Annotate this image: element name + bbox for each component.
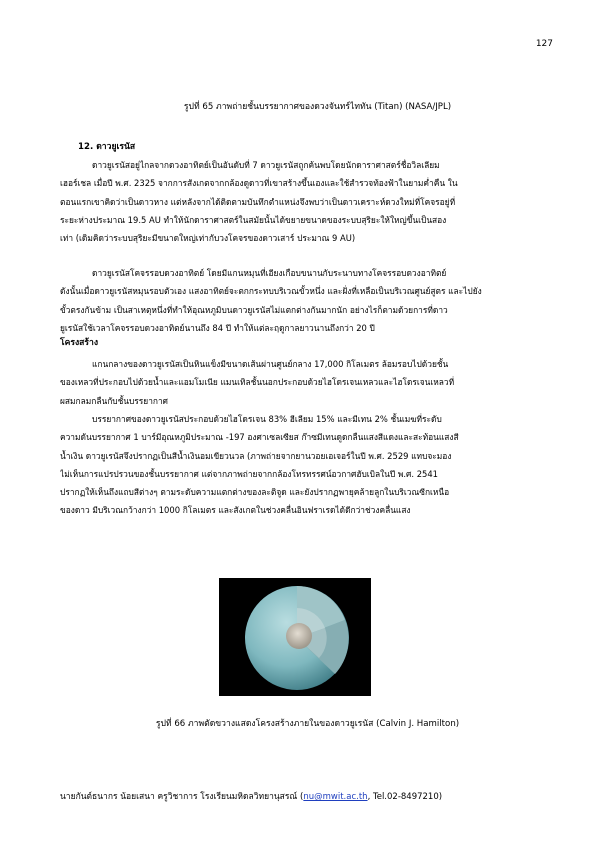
text-line: ปรากฏให้เห็นถึงแถบสีต่างๆ ตามระดับความแตกต่างของละติจูด และยังปรากฏพายุคล้ายลูกในบริเวณซีกเหนือ [60, 487, 450, 498]
text-line: ระยะห่างประมาณ 19.5 AU ทำให้นักดาราศาสตร์ในสมัยนั้นได้ขยายขนาดของระบบสุริยะให้ใหญ่ขึ้นเป็นสอง [60, 214, 447, 225]
text-line: ตอนแรกเขาคิดว่าเป็นดาวหาง แต่หลังจากได้ติดตามบันทึกตำแหน่งจึงพบว่าเป็นดาวเคราะห์ดวงใหม่ที่โคจรอยู่ที่ [60, 196, 456, 207]
text-line: เฮอร์เชล เมื่อปี พ.ศ. 2325 จากการสังเกตจากกล้องดูดาวที่เขาสร้างขึ้นเองและใช้สำรวจท้องฟ้าในยามค่ำคืน ใน [60, 178, 458, 189]
paragraph-discovery [60, 156, 540, 247]
text-line: ไม่เห็นการแปรปรวนของชั้นบรรยากาศ แต่จากภาพถ่ายจากกล้องโทรทรรศน์อวกาศฮับเบิลในปี พ.ศ. 2541 [60, 468, 439, 479]
section-heading-uranus: 12. ดาวยูเรนัส [78, 142, 136, 152]
page-footer [60, 789, 442, 803]
paragraph-core [60, 355, 540, 410]
uranus-cutaway-image [219, 578, 371, 696]
page-number: 127 [535, 39, 553, 49]
text-line: บรรยากาศของดาวยูเรนัสประกอบด้วยไฮโดรเจน 83% ฮีเลียม 15% และมีเทน 2% ชั้นเมฆที่ระดับ [92, 414, 442, 424]
core-sphere [286, 623, 312, 649]
text-line: เท่า (เดิมคิดว่าระบบสุริยะมีขนาดใหญ่เท่ากับวงโคจรของดาวเสาร์ ประมาณ 9 AU) [60, 233, 356, 244]
text-line: ขั้วตรงกันข้าม เป็นสาเหตุหนึ่งที่ทำให้อุณหภูมิบนดาวยูเรนัสไม่แตกต่างกันมากนัก อย่างไรก็ตามด้วยการที่ดาว [60, 304, 448, 315]
figure-caption-uranus: รูปที่ 66 ภาพตัดขวางแสดงโครงสร้างภายในของดาวยูเรนัส (Calvin J. Hamilton) [155, 719, 460, 729]
text-line: ผสมกลมกลืนกับชั้นบรรยากาศ [60, 395, 168, 406]
text-line: ดาวยูเรนัสโคจรรอบดวงอาทิตย์ โดยมีแกนหมุนที่เอียงเกือบขนานกับระนาบทางโคจรรอบดวงอาทิตย์ [92, 268, 447, 278]
text-line: ความดันบรรยากาศ 1 บาร์มีอุณหภูมิประมาณ -197 องศาเซลเซียส ก๊าซมีเทนดูดกลืนแสงสีแดงและสะท้อนแสงสี [60, 432, 459, 443]
paragraph-atmosphere [60, 410, 540, 520]
text-line: ดาวยูเรนัสอยู่ไกลจากดวงอาทิตย์เป็นอันดับที่ 7 ดาวยูเรนัสถูกค้นพบโดยนักดาราศาสตร์ชื่อวิลเลียม [92, 160, 440, 170]
footer-phone: , Tel.02-8497210) [367, 792, 443, 802]
text-line: ของดาว มีบริเวณกว้างกว่า 1000 กิโลเมตร และสังเกตในช่วงคลื่นอินฟราเรดได้ดีกว่าช่วงคลื่นแสง [60, 505, 411, 516]
text-line: ดังนั้นเมื่อดาวยูเรนัสหมุนรอบตัวเอง แสงอาทิตย์จะตกกระทบบริเวณขั้วหนึ่ง และฝั่งที่เหลือเป็นบริเวณศูนย์สูตร และไปยัง [60, 286, 482, 297]
text-line: ของเหลวที่ประกอบไปด้วยน้ำและแอมโมเนีย แมนเทิลชั้นนอกประกอบด้วยไฮโดรเจนเหลวและไฮโดรเจนเหลวที่ [60, 377, 455, 388]
footer-author: นายกันต์ธนากร น้อยเสนา ครูวิชาการ โรงเรียนมหิดลวิทยานุสรณ์ ( [60, 792, 304, 802]
text-line: น้ำเงิน ดาวยูเรนัสจึงปรากฏเป็นสีน้ำเงินอมเขียวนวล (ภาพถ่ายจากยานวอยเอเจอร์ในปี พ.ศ. 2529 แทบจะมอง [60, 450, 452, 461]
text-line: ยูเรนัสใช้เวลาโคจรรอบดวงอาทิตย์นานถึง 84 ปี ทำให้แต่ละฤดูกาลยาวนานถึงกว่า 20 ปี [60, 322, 375, 333]
figure-caption-titan: รูปที่ 65 ภาพถ่ายชั้นบรรยากาศของดวงจันทร์ไททัน (Titan) (NASA/JPL) [183, 102, 452, 112]
section-heading-structure: โครงสร้าง [60, 338, 99, 348]
paragraph-orbit [60, 264, 540, 337]
text-line: แกนกลางของดาวยูเรนัสเป็นหินแข็งมีขนาดเส้นผ่านศูนย์กลาง 17,000 กิโลเมตร ล้อมรอบไปด้วยชั้น [92, 359, 449, 369]
uranus-cutaway-illustration [219, 578, 371, 696]
footer-email-link[interactable]: nu@mwit.ac.th [303, 792, 368, 802]
